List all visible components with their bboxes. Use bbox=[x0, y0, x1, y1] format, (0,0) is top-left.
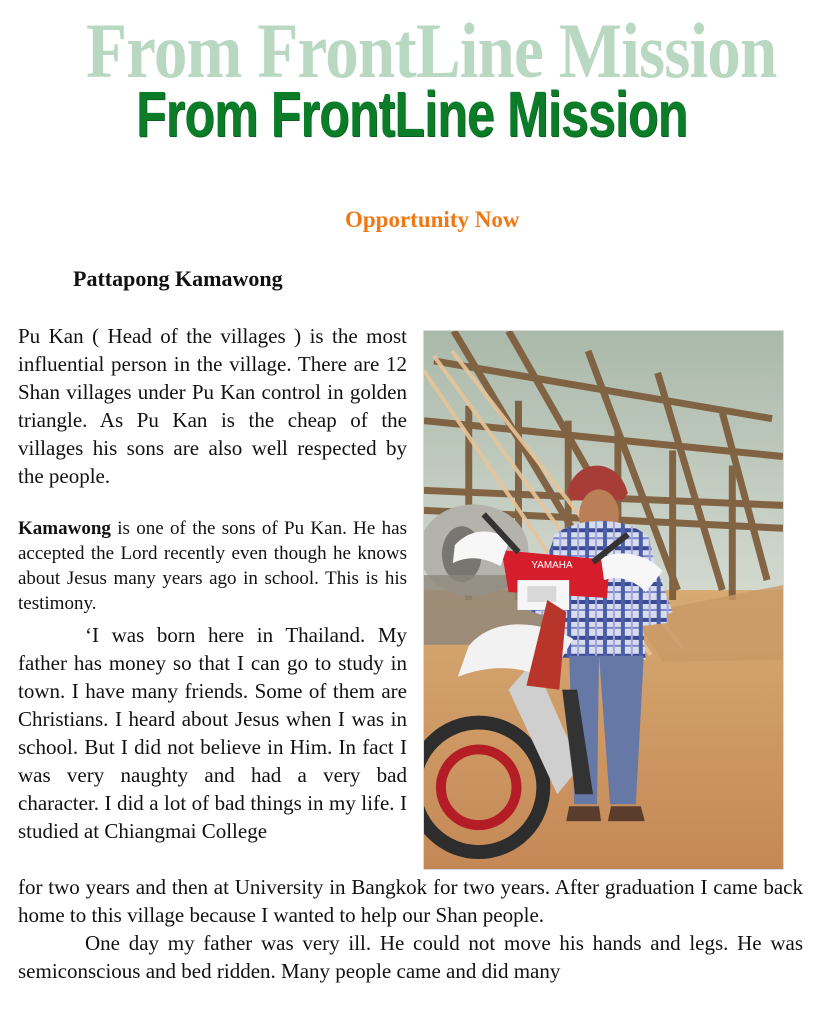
intro-paragraph: Pu Kan ( Head of the villages ) is the most influential person in the village. There are 12 Shan villages under Pu Kan control in golden triangle. As Pu Kan is the cheap of the villages his sons are also well respected by the people. bbox=[18, 324, 407, 488]
masthead-title: From FrontLine Mission bbox=[136, 78, 688, 150]
man-with-motorcycle-photo bbox=[423, 330, 784, 870]
father-ill-paragraph: One day my father was very ill. He could not move his hands and legs. He was semiconscious and bed ridden. Many people came and did many bbox=[18, 931, 803, 983]
testimony-continued-paragraph: for two years and then at University in Bangkok for two years. After graduation I came back home to this village because I wanted to help our Shan people. bbox=[18, 875, 803, 927]
kamawong-paragraph bbox=[18, 516, 407, 616]
motorcycle-brand-label: YAMAHA bbox=[531, 560, 573, 572]
kamawong-description: is one of the sons of Pu Kan. He has accepted the Lord recently even though he knows about Jesus many years ago in school. This is his testimony. bbox=[18, 518, 407, 614]
kamawong-name: Kamawong bbox=[18, 518, 111, 539]
section-title: Opportunity Now bbox=[345, 207, 520, 232]
photo-illustration bbox=[424, 331, 783, 869]
masthead bbox=[0, 0, 828, 170]
masthead-shadow-title: From FrontLine Mission bbox=[86, 7, 777, 94]
author-name: Pattapong Kamawong bbox=[73, 266, 283, 291]
testimony-paragraph: ‘I was born here in Thailand. My father has money so that I can go to study in town. I have many friends. Some of them are Christians. I heard about Jesus when I was in school. But I did not believe in Him. In fact I was very naughty and had a very bad character. I did a lot of bad things in my life. I studied at Chiangmai College bbox=[18, 623, 407, 843]
